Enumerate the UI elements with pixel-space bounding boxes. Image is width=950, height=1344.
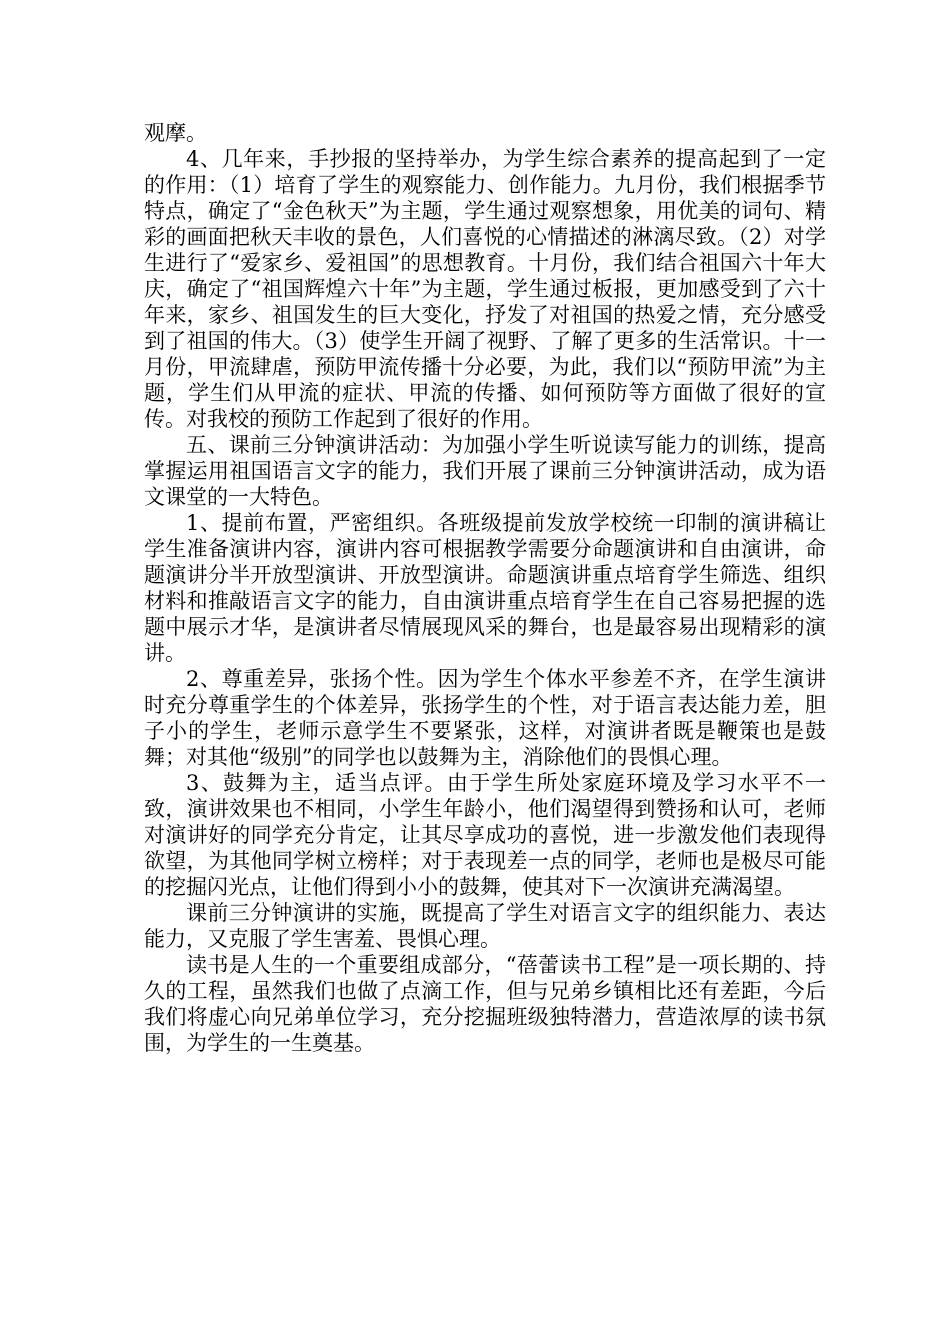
paragraph-continuation: 观摩。 xyxy=(144,121,207,145)
paragraph-respect-differences: 2、尊重差异，张扬个性。因为学生个体水平参差不齐，在学生演讲时充分尊重学生的个体差异，张扬学生的个性，对于语言表达能力差，胆子小的学生，老师示意学生不要紧张，这样，对演讲者既是鞭策也是鼓舞；对其他“级别”的同学也以鼓舞为主，消除他们的畏惧心理。 xyxy=(144,667,826,769)
paragraph-handwritten-newspaper: 4、几年来，手抄报的坚持举办，为学生综合素养的提高起到了一定的作用：（1）培育了学生的观察能力、创作能力。九月份，我们根据季节特点，确定了“金色秋天”为主题，学生通过观察想象，用优美的词句、精彩的画面把秋天丰收的景色，人们喜悦的心情描述的淋漓尽致。（2）对学生进行了“爱家乡、爱祖国”的思想教育。十月份，我们结合祖国六十年大庆，确定了“祖国辉煌六十年”为主题，学生通过板报，更加感受到了六十年来，家乡、祖国发生的巨大变化，抒发了对祖国的热爱之情，充分感受到了祖国的伟大。（3）使学生开阔了视野、了解了更多的生活常识。十一月份，甲流肆虐，预防甲流传播十分必要，为此，我们以“预防甲流”为主题，学生们从甲流的症状、甲流的传播、如何预防等方面做了很好的宣传。对我校的预防工作起到了很好的作用。 xyxy=(144,147,826,431)
paragraph-advance-arrangement: 1、提前布置，严密组织。各班级提前发放学校统一印制的演讲稿让学生准备演讲内容，演讲内容可根据教学需要分命题演讲和自由演讲，命题演讲分半开放型演讲、开放型演讲。命题演讲重点培育学生筛选、组织材料和推敲语言文字的能力，自由演讲重点培育学生在自己容易把握的选题中展示才华，是演讲者尽情展现风采的舞台，也是最容易出现精彩的演讲。 xyxy=(144,511,826,665)
paragraph-speech-summary: 课前三分钟演讲的实施，既提高了学生对语言文字的组织能力、表达能力，又克服了学生害羞、畏惧心理。 xyxy=(144,901,826,951)
document-page xyxy=(144,120,826,1056)
paragraph-encouragement: 3、鼓舞为主，适当点评。由于学生所处家庭环境及学习水平不一致，演讲效果也不相同，小学生年龄小，他们渴望得到赞扬和认可，老师对演讲好的同学充分肯定，让其尽享成功的喜悦，进一步激发他们表现得欲望，为其他同学树立榜样；对于表现差一点的同学，老师也是极尽可能的挖掘闪光点，让他们得到小小的鼓舞，使其对下一次演讲充满渴望。 xyxy=(144,771,826,899)
paragraph-conclusion: 读书是人生的一个重要组成部分，“蓓蕾读书工程”是一项长期的、持久的工程，虽然我们也做了点滴工作，但与兄弟乡镇相比还有差距，今后我们将虚心向兄弟单位学习，充分挖掘班级独特潜力，营造浓厚的读书氛围，为学生的一生奠基。 xyxy=(144,953,826,1055)
paragraph-speech-activity-heading: 五、课前三分钟演讲活动：为加强小学生听说读写能力的训练，提高掌握运用祖国语言文字的能力，我们开展了课前三分钟演讲活动，成为语文课堂的一大特色。 xyxy=(144,433,826,509)
